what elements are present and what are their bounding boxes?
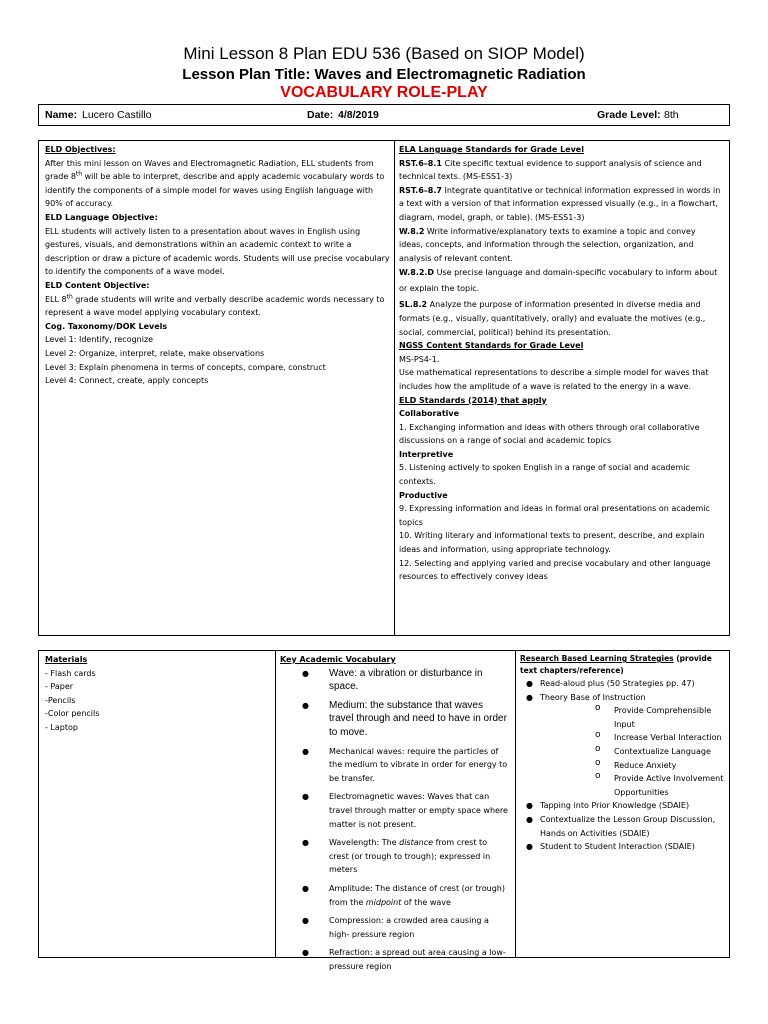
eld-objectives-heading: ELD Objectives: — [45, 145, 116, 154]
vocabulary-heading: Key Academic Vocabulary — [280, 655, 396, 664]
language-objective-text: ELL students will actively listen to a presentation about waves in English using gestures, visuals, and demonstrations within an academic context to write a description or draw a picture of academic words. Students will use precise vocabulary to identify the components of a wave model. — [45, 226, 390, 277]
grade-value: 8th — [664, 109, 679, 121]
bullet-icon: ● — [526, 692, 533, 702]
name-label: Name: — [45, 109, 78, 121]
strategies-cell — [515, 651, 730, 957]
strategy-item: ● Student to Student Interaction (SDAIE) — [520, 840, 724, 854]
collaborative-heading: Collaborative — [399, 409, 460, 419]
content-objective-text: ELL 8th grade students will write and verbally describe academic words necessary to represent a wave model applying vocabulary context. — [45, 292, 385, 318]
lesson-plan-title: Lesson Plan Title: Waves and Electromagnetic Radiation — [182, 66, 586, 83]
materials-cell — [45, 653, 275, 735]
productive-heading: Productive — [399, 490, 448, 500]
strategy-subitem: o Contextualize Language — [595, 743, 711, 756]
interpretive-heading: Interpretive — [399, 449, 454, 459]
material-item: -Pencils — [45, 695, 76, 705]
standards-cell — [394, 141, 730, 635]
taxonomy-heading: Cog. Taxonomy/DOK Levels — [45, 321, 168, 331]
bullet-icon: ● — [526, 679, 533, 688]
material-item: - Paper — [45, 682, 74, 692]
bullet-icon: o — [595, 771, 601, 782]
dok-level: Level 2: Organize, interpret, relate, make observations — [45, 348, 265, 358]
bullet-icon: ● — [302, 948, 309, 958]
activity-title: VOCABULARY ROLE-PLAY — [280, 84, 488, 101]
strategy-item: ● Theory Base of Instruction — [520, 691, 724, 705]
productive-standard: 12. Selecting and applying varied and precise vocabulary and other language resources to effectively convey ideas — [399, 558, 711, 582]
objectives-cell — [45, 143, 390, 388]
bullet-icon: ● — [302, 746, 309, 756]
strategy-subitem: o Provide Active Involvement Opportunities — [595, 771, 724, 797]
name-value: Lucero Castillo — [82, 109, 152, 121]
resources-table — [38, 650, 730, 971]
date-value: 4/8/2019 — [338, 109, 379, 121]
content-objective-heading: ELD Content Objective: — [45, 280, 150, 290]
vocabulary-item: ● Refraction: a spread out area causing a low- pressure region — [302, 948, 506, 971]
productive-standard: 9. Expressing information and ideas in formal oral presentations on academic topics — [399, 504, 710, 527]
dok-level: Level 3: Explain phenomena in terms of concepts, compare, construct — [45, 362, 326, 372]
collaborative-text: 1. Exchanging information and ideas with others through oral collaborative discussions on a range of social and academic topics — [399, 422, 700, 446]
bullet-icon: ● — [302, 916, 309, 926]
eld-objectives-text: After this mini lesson on Waves and Electromagnetic Radiation, ELL students from grade 8th will be able to interpret, describe and apply academic vocabulary words to identify the components of a simple model for waves using English language with 90% of accuracy. — [45, 158, 385, 209]
ngss-heading: NGSS Content Standards for Grade Level — [399, 341, 584, 351]
productive-standard: 10. Writing literary and informational texts to present, describe, and explain ideas and information, using appropriate technology. — [399, 531, 705, 555]
bullet-icon: ● — [302, 792, 309, 802]
strategy-item: ● Tapping into Prior Knowledge (SDAIE) — [520, 799, 724, 813]
ngss-code: MS-PS4-1. — [399, 354, 440, 364]
bullet-icon: o — [595, 743, 601, 754]
ela-standard: W.8.2 Write informative/explanatory texts to examine a topic and convey ideas, concepts, and information through the selection, organization, and analysis of relevant content. — [399, 226, 696, 263]
vocabulary-item: ● Wave: a vibration or disturbance in space. — [302, 667, 483, 693]
material-item: - Laptop — [45, 722, 78, 732]
info-bar — [38, 104, 730, 126]
materials-heading: Materials — [45, 655, 88, 664]
bullet-icon: ● — [302, 838, 309, 848]
ela-standard: W.8.2.D Use precise language and domain-specific vocabulary to inform about or explain the topic. — [399, 268, 718, 293]
ela-standard: RST.6–8.1 Cite specific textual evidence to support analysis of science and technical texts. (MS-ESS1-3) — [399, 158, 702, 182]
date-label: Date: — [307, 109, 334, 121]
strategy-subitem: o Reduce Anxiety — [595, 757, 677, 770]
strategy-subitem: o Provide Comprehensible Input — [595, 703, 712, 729]
grade-label: Grade Level: — [597, 109, 661, 121]
dok-level: Level 4: Connect, create, apply concepts — [45, 376, 209, 386]
vocabulary-item: ● Medium: the substance that waves travel through and need to have in order to move. — [302, 699, 507, 738]
strategy-item: ● Contextualize the Lesson Group Discussion, Hands on Activities (SDAIE) — [526, 814, 716, 838]
ngss-text: Use mathematical representations to describe a simple model for waves that includes how the amplitude of a wave is related to the energy in a wave. — [399, 368, 709, 391]
bullet-icon: ● — [526, 842, 533, 852]
vocabulary-list — [280, 667, 508, 974]
objectives-table — [38, 140, 730, 636]
vocabulary-item: ● Amplitude: The distance of crest (or trough) from the midpoint of the wave — [302, 883, 505, 907]
bullet-icon: ● — [526, 801, 533, 811]
strategies-list — [520, 677, 724, 854]
vocabulary-item: ● Wavelength: The distance from crest to crest (or trough to trough); expressed in meters — [302, 838, 491, 875]
language-objective-heading: ELD Language Objective: — [45, 212, 158, 222]
vocabulary-cell — [275, 651, 516, 971]
ela-standard: SL.8.2 Analyze the purpose of information presented in diverse media and formats (e.g., visually, quantitatively, orally) and evaluate the motives (e.g., social, commercial, political) behind its presentation. — [399, 300, 706, 337]
document-title: Mini Lesson 8 Plan EDU 536 (Based on SIOP Model) — [183, 44, 585, 63]
strategy-subitem: o Increase Verbal Interaction — [595, 730, 722, 743]
bullet-icon: o — [595, 757, 601, 768]
strategies-heading: Research Based Learning Strategies (provide text chapters/reference) — [520, 654, 712, 675]
bullet-icon: ● — [526, 814, 533, 824]
bullet-icon: ● — [302, 668, 309, 678]
ela-heading: ELA Language Standards for Grade Level — [399, 145, 584, 154]
bullet-icon: o — [595, 730, 601, 741]
eld-standards-heading: ELD Standards (2014) that apply — [399, 395, 547, 405]
vocabulary-item: ● Mechanical waves: require the particles of the medium to vibrate in order for energy to be transfer. — [302, 746, 508, 783]
bullet-icon: ● — [302, 700, 309, 710]
bullet-icon: o — [595, 703, 601, 714]
vocabulary-item: ● Compression: a crowded area causing a high- pressure region — [302, 916, 489, 939]
material-item: - Flash cards — [45, 668, 96, 678]
ela-standard: RST.6–8.7 Integrate quantitative or technical information expressed in words in a text with a version of that information expressed visually (e.g., in a flowchart, diagram, model, graph, or table). (MS-ESS1-3) — [399, 185, 721, 222]
dok-level: Level 1: Identify, recognize — [45, 335, 154, 345]
interpretive-text: 5. Listening actively to spoken English in a range of social and academic contexts. — [399, 463, 690, 487]
bullet-icon: ● — [302, 883, 309, 893]
vocabulary-item: ● Electromagnetic waves: Waves that can travel through matter or empty space where matter is not present. — [302, 792, 508, 829]
strategy-item: ● Read-aloud plus (50 Strategies pp. 47) — [520, 677, 724, 691]
material-item: -Color pencils — [45, 709, 100, 719]
